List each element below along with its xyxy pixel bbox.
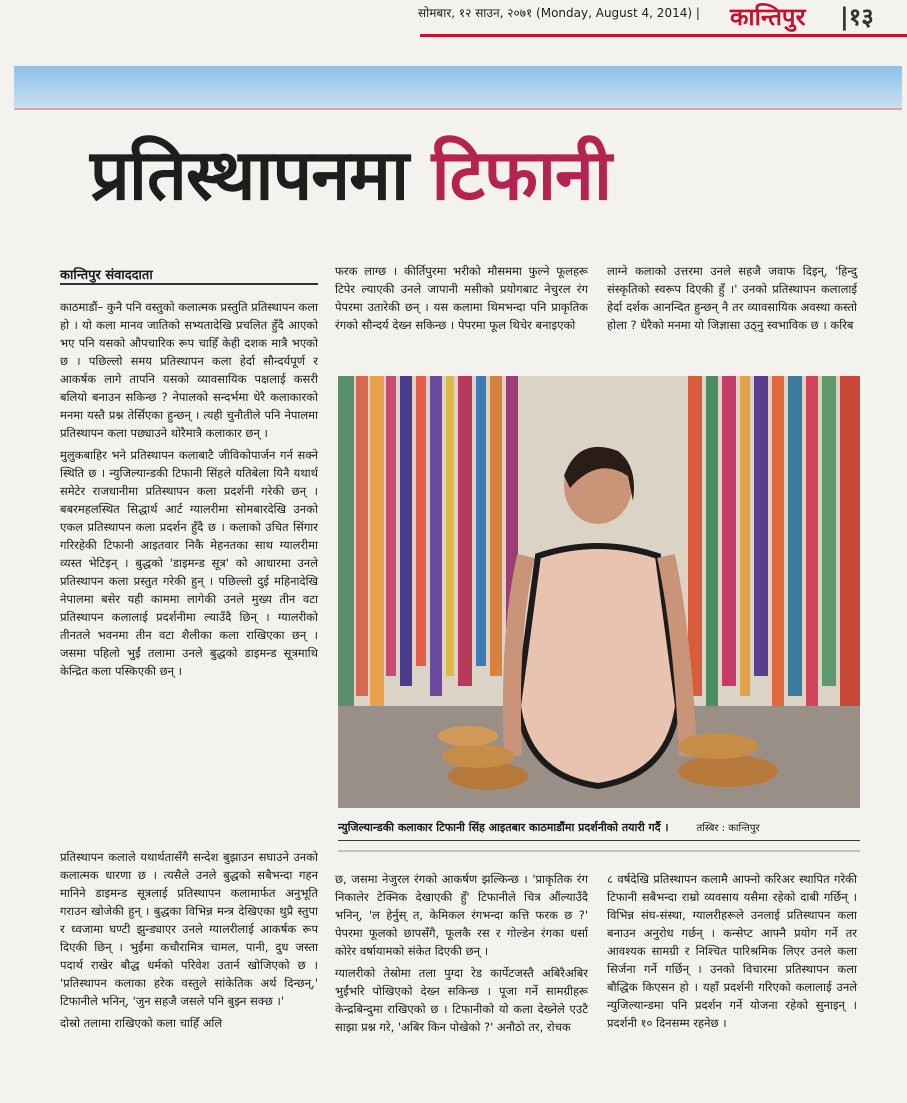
article-column-5 [335, 870, 588, 1040]
paragraph: मुलुकबाहिर भने प्रतिस्थापन कलाबाटै जीविकोपार्जन गर्न सक्ने स्थिति छ । न्युजिल्यान्डकी टिफानी सिंहले यतिबेला यिनै यथार्थ समेटेर राजधानीमा प्रतिस्थापन कला प्रदर्शनी गरेकी छन् । बबरमहलस्थित सिद्धार्थ आर्ट ग्यालरीमा सोमबारदेखि उनको एकल प्रतिस्थापन कला प्रदर्शन हुँदै छ । कलाको उचित सिंगार गरिरहेकी टिफानी आइतवार निकै मेहनतका साथ ग्यालरीमा व्यस्त भेटिइन् । बुद्धको 'डाइमन्ड सूत्र' को आधारमा उनले प्रतिस्थापन कला प्रस्तुत गरेकी हुन् । पछिल्लो दुई महिनादेखि नेपालमा बसेर यही काममा लागेकी उनले मुख्य तीन वटा प्रतिस्थापन कलालाई प्रदर्शनीमा ल्याउँदै छिन् । ग्यालरीको तीनतले भवनमा तीन वटा शैलीका कला राखिएका छन् । जसमा पहिलो भुईं तलामा उनले बुद्धको डाइमन्ड सूत्रमाथि केन्द्रित कला पस्किएकी छन् । [60, 448, 318, 678]
paragraph: फरक लाग्छ । कीर्तिपुरमा भरीको मौसममा फुल्ने फूलहरू टिपेर ल्याएकी उनले जापानी मसीको प्रयोगबाट नेचुरल रंग पेपरमा उतारेकी छन् । यस कलामा थिमभन्दा पनि प्राकृतिक रंगको सौन्दर्य देख्न सकिन्छ । पेपरमा फूल थिचेर बनाइएको [335, 264, 588, 332]
headline-part1: प्रतिस्थापनमा [90, 134, 409, 216]
section-band [14, 66, 902, 108]
byline-rule [60, 283, 318, 285]
article-column-2 [335, 262, 588, 338]
dateline: सोमबार, १२ साउन, २०७१ (Monday, August 4, 2014) | [418, 6, 700, 20]
caption-rule [338, 840, 860, 841]
article-column-4 [60, 848, 318, 1036]
paragraph: प्रतिस्थापन कलाले यथार्थतासँगै सन्देश बुझाउन सघाउने उनको कलात्मक धारणा छ । त्यसैले उनले बुद्धको सबैभन्दा गहन मानिने डाइमन्ड सूत्रलाई प्रतिस्थापन कलामार्फत अनुभूति गराउन खोजेकी हुन् । बुद्धका विभिन्न मन्त्र देखिएका थुप्रै स्तुपा र ध्वजामा घण्टी झुन्ड्याएर उनले ग्यालरीलाई आकर्षक रूप दिएकी छिन् । भुईंमा कचौरामित्र चामल, पानी, दुध जस्ता पदार्थ राखेर बौद्ध धर्मको परिवेश उतार्न खोजिएको छ । 'प्रतिस्थापन कलाका हरेक वस्तुले सांकेतिक अर्थ दिन्छन्,' टिफानीले भनिन्, 'जुन सहजै जसले पनि बुझ्न सक्छ ।' [60, 850, 318, 1008]
article-column-6 [607, 870, 857, 1036]
header-rule [420, 34, 907, 37]
paragraph: लाग्ने कलाको उत्तरमा उनले सहजै जवाफ दिइन्, 'हिन्दु संस्कृतिको स्वरूप दिएकी हुँ ।' उनको प्रतिस्थापन कलालाई हेर्दा दर्शक आनन्दित हुन्छन् नै तर व्यावसायिक अवस्था कस्तो होला ? धेरैको मनमा यो जिज्ञासा उठ्नु स्वभाविक छ । करिब [607, 264, 857, 332]
publication-logo: कान्तिपुर [730, 3, 806, 31]
paragraph: ८ वर्षदेखि प्रतिस्थापन कलामै आफ्नो करिअर स्थापित गरेकी टिफानी सबैभन्दा राम्रो व्यवसाय यसैमा रहेको दाबी गर्छिन् । विभिन्न संघ-संस्था, ग्यालरीहरूले उनलाई प्रतिस्थापन कला बनाउन अनुरोध गर्छन् । कन्सेप्ट आफ्नै प्रयोग गर्ने तर आवश्यक सामग्री र निश्चित पारिश्रमिक लिएर उनले कला सिर्जना गर्ने गर्छिन् । उनको विचारमा प्रतिस्थापन कला बौद्धिक किएसन हो । यहाँ प्रदर्शनी गरिएको कलालाई उनले न्युजिल्यान्डमा पनि प्रदर्शन गर्ने योजना रहेको सुनाइन् । प्रदर्शनी १० दिनसम्म रहनेछ । [607, 872, 857, 1030]
page-header [0, 0, 907, 62]
article-column-1 [60, 298, 318, 684]
article-photo [338, 376, 860, 808]
headline [90, 134, 870, 216]
headline-part2: टिफानी [431, 134, 612, 216]
band-rule [14, 108, 902, 110]
photo-caption [338, 820, 860, 835]
byline: कान्तिपुर संवाददाता [60, 268, 153, 283]
caption-shadow-rule [338, 850, 860, 852]
photo-illustration [338, 376, 860, 808]
page-number: |१३ [840, 3, 874, 31]
article-column-3 [607, 262, 857, 338]
photo-credit: तस्बिर : कान्तिपुर [696, 823, 760, 834]
paragraph: काठमाडौं– कुनै पनि वस्तुको कलात्मक प्रस्तुति प्रतिस्थापन कला हो । यो कला मानव जातिको सभ्यतादेखि प्रचलित हुँदै आएको भए पनि यसको औपचारिक रूप चाहिँ केही दशक मात्रै भएको छ । पछिल्लो समय प्रतिस्थापन कला हेर्दा सौन्दर्यपूर्ण र आकर्षक लागे तापनि यसको व्यावसायिक पक्षलाई कसरी बलियो बनाउन सकिन्छ ? नेपालको सन्दर्भमा धेरै कलाकारको मनमा यस्तै प्रश्न तेर्सिएका हुन्छन् । त्यही चुनौतीले पनि नेपालमा प्रतिस्थापन कला पछ्याउने थोरैमात्रै कलाकार छन् । [60, 300, 318, 440]
paragraph: छ, जसमा नेजुरल रंगको आकर्षण झल्किन्छ । 'प्राकृतिक रंग निकालेर टेक्निक देखाएकी हुँ' टिफानीले चित्र औंल्याउँदै भनिन्, 'ल हेर्नुस् त, केमिकल रंगभन्दा कत्ति फरक छ ?' पेपरमा फूलको छापसँगै, फूलकै रस र गोल्डेन रंगका धर्सा कोरेर वर्षायामको संकेत दिएकी छन् । [335, 872, 588, 958]
caption-text: न्युजिल्यान्डकी कलाकार टिफानी सिंह आइतबार काठमाडौंमा प्रदर्शनीको तयारी गर्दै । [338, 821, 669, 834]
paragraph: दोस्रो तलामा राखिएको कला चाहिँ अलि [60, 1016, 223, 1030]
paragraph: ग्यालरीको तेस्रोमा तला पुग्दा रेड कार्पेटजस्तै अबिरैअबिर भुईंभरि पोखिएको देख्न सकिन्छ । पूजा गर्ने सामग्रीहरू केन्द्रबिन्दुमा राखिएको छ । टिफानीको यो कला देख्नेले एउटै साझा प्रश्न गरे, 'अबिर किन पोखेको ?' अनौठो तर, रोचक [335, 966, 588, 1034]
